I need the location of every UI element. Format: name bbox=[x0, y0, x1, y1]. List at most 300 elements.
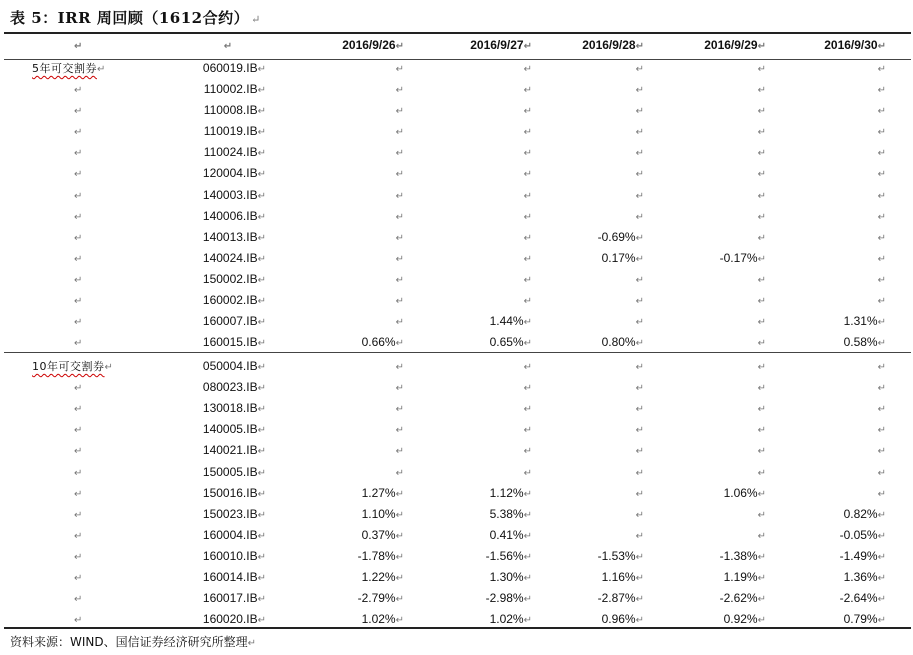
irr-value-cell bbox=[780, 100, 886, 121]
irr-value-cell bbox=[540, 504, 644, 525]
paragraph-mark-icon: ↵ bbox=[74, 211, 83, 223]
irr-value: 5.38% bbox=[489, 506, 524, 521]
paragraph-mark-icon: ↵ bbox=[257, 615, 266, 627]
bond-code: 110002.IB bbox=[203, 82, 258, 97]
irr-value-cell bbox=[780, 206, 886, 227]
paragraph-mark-icon: ↵ bbox=[877, 232, 886, 244]
irr-value-cell bbox=[540, 290, 644, 311]
paragraph-mark-icon: ↵ bbox=[635, 338, 644, 349]
paragraph-mark-icon: ↵ bbox=[757, 383, 766, 395]
irr-value-cell bbox=[660, 185, 766, 206]
irr-value-cell bbox=[540, 525, 644, 546]
table-row bbox=[0, 588, 913, 609]
irr-value: 1.06% bbox=[723, 485, 758, 500]
paragraph-mark-icon: ↵ bbox=[257, 338, 266, 349]
paragraph-mark-icon: ↵ bbox=[757, 148, 766, 160]
bond-code-cell bbox=[160, 609, 266, 630]
bond-code: 160002.IB bbox=[202, 292, 258, 307]
paragraph-mark-icon: ↵ bbox=[635, 488, 644, 500]
paragraph-mark-icon: ↵ bbox=[523, 64, 532, 75]
irr-value: 0.17% bbox=[601, 250, 636, 265]
bond-code: 150016.IB bbox=[202, 485, 258, 500]
bond-code: 160010.IB bbox=[202, 548, 258, 563]
irr-value-cell bbox=[780, 419, 886, 440]
irr-value-cell bbox=[296, 227, 404, 248]
paragraph-mark-icon: ↵ bbox=[877, 169, 886, 181]
group-cell bbox=[74, 398, 86, 419]
header-cell bbox=[660, 35, 766, 56]
table-row bbox=[0, 58, 913, 79]
irr-value-cell bbox=[660, 227, 766, 248]
table-row bbox=[0, 227, 913, 248]
paragraph-mark-icon: ↵ bbox=[523, 594, 532, 605]
irr-value: 1.22% bbox=[361, 569, 396, 584]
irr-value: -1.49% bbox=[839, 548, 878, 563]
paragraph-mark-icon: ↵ bbox=[395, 572, 404, 584]
irr-value-cell bbox=[660, 377, 766, 398]
bond-code: 050004.IB bbox=[202, 359, 258, 374]
paragraph-mark-icon: ↵ bbox=[257, 211, 266, 223]
paragraph-mark-icon: ↵ bbox=[877, 127, 886, 139]
irr-value-cell bbox=[296, 248, 404, 269]
paragraph-mark-icon: ↵ bbox=[395, 446, 404, 458]
group-cell bbox=[74, 163, 86, 184]
bond-code: 140013.IB bbox=[202, 229, 258, 244]
irr-value-cell bbox=[540, 185, 644, 206]
paragraph-mark-icon: ↵ bbox=[635, 362, 644, 374]
paragraph-mark-icon: ↵ bbox=[635, 295, 644, 307]
bond-code-cell bbox=[160, 79, 266, 100]
paragraph-mark-icon: ↵ bbox=[877, 317, 886, 328]
paragraph-mark-icon: ↵ bbox=[257, 169, 266, 181]
irr-value-cell bbox=[420, 79, 532, 100]
paragraph-mark-icon: ↵ bbox=[74, 425, 83, 437]
bond-code: 110008.IB bbox=[203, 103, 258, 118]
paragraph-mark-icon: ↵ bbox=[523, 232, 532, 244]
group-label-cell bbox=[32, 58, 132, 79]
irr-value: -0.69% bbox=[597, 229, 636, 244]
irr-value-cell bbox=[540, 163, 644, 184]
irr-value: 0.96% bbox=[601, 612, 636, 627]
irr-value-cell bbox=[780, 398, 886, 419]
paragraph-mark-icon: ↵ bbox=[757, 232, 766, 244]
irr-value: 0.58% bbox=[843, 335, 878, 349]
table-row bbox=[0, 290, 913, 311]
bond-code: 150002.IB bbox=[202, 271, 258, 286]
paragraph-mark-icon: ↵ bbox=[395, 274, 404, 286]
bond-code-cell bbox=[160, 269, 266, 290]
group-cell bbox=[74, 79, 86, 100]
paragraph-mark-icon: ↵ bbox=[757, 41, 766, 52]
irr-value-cell bbox=[420, 504, 532, 525]
bond-code-cell bbox=[160, 567, 266, 588]
irr-value: 0.80% bbox=[601, 335, 636, 349]
bond-code: 060019.IB bbox=[202, 61, 258, 75]
irr-value-cell bbox=[296, 206, 404, 227]
paragraph-mark-icon: ↵ bbox=[395, 317, 404, 328]
paragraph-mark-icon: ↵ bbox=[757, 467, 766, 479]
source-note bbox=[10, 633, 256, 650]
group-cell bbox=[74, 248, 86, 269]
irr-value-cell bbox=[296, 440, 404, 461]
paragraph-mark-icon: ↵ bbox=[877, 253, 886, 265]
paragraph-mark-icon: ↵ bbox=[74, 295, 83, 307]
paragraph-mark-icon: ↵ bbox=[877, 404, 886, 416]
table-row bbox=[0, 462, 913, 483]
paragraph-mark-icon: ↵ bbox=[395, 338, 404, 349]
irr-value-cell bbox=[420, 163, 532, 184]
irr-value-cell bbox=[296, 398, 404, 419]
paragraph-mark-icon: ↵ bbox=[635, 509, 644, 521]
irr-value-cell bbox=[540, 419, 644, 440]
paragraph-mark-icon: ↵ bbox=[877, 530, 886, 542]
paragraph-mark-icon: ↵ bbox=[257, 253, 266, 265]
irr-value-cell bbox=[540, 462, 644, 483]
paragraph-mark-icon: ↵ bbox=[523, 295, 532, 307]
table-row bbox=[0, 398, 913, 419]
bond-code: 160017.IB bbox=[202, 591, 258, 605]
paragraph-mark-icon: ↵ bbox=[757, 190, 766, 202]
paragraph-mark-icon: ↵ bbox=[523, 317, 532, 328]
paragraph-mark-icon: ↵ bbox=[877, 362, 886, 374]
bond-code: 120004.IB bbox=[202, 166, 258, 181]
group-cell bbox=[74, 440, 86, 461]
header-cell bbox=[420, 35, 532, 56]
paragraph-mark-icon: ↵ bbox=[223, 41, 233, 52]
group-cell bbox=[74, 567, 86, 588]
paragraph-mark-icon: ↵ bbox=[257, 362, 266, 374]
irr-value-cell bbox=[780, 248, 886, 269]
paragraph-mark-icon: ↵ bbox=[395, 253, 404, 265]
paragraph-mark-icon: ↵ bbox=[257, 295, 266, 307]
paragraph-mark-icon: ↵ bbox=[257, 594, 266, 605]
paragraph-mark-icon: ↵ bbox=[74, 232, 83, 244]
irr-value-cell bbox=[660, 504, 766, 525]
paragraph-mark-icon: ↵ bbox=[877, 467, 886, 479]
irr-value-cell bbox=[420, 398, 532, 419]
table-row bbox=[0, 79, 913, 100]
paragraph-mark-icon: ↵ bbox=[395, 404, 404, 416]
irr-value-cell bbox=[780, 588, 886, 609]
irr-value-cell bbox=[420, 377, 532, 398]
header-label: 2016/9/30 bbox=[824, 38, 878, 52]
bond-code: 140003.IB bbox=[202, 187, 258, 202]
paragraph-mark-icon: ↵ bbox=[257, 190, 266, 202]
paragraph-mark-icon: ↵ bbox=[395, 127, 404, 139]
table-row bbox=[0, 121, 913, 142]
paragraph-mark-icon: ↵ bbox=[635, 106, 644, 118]
irr-value-cell bbox=[420, 483, 532, 504]
irr-value-cell bbox=[660, 588, 766, 609]
irr-value-cell bbox=[296, 142, 404, 163]
irr-value-cell bbox=[420, 227, 532, 248]
bond-code-cell bbox=[160, 100, 266, 121]
irr-value-cell bbox=[540, 483, 644, 504]
paragraph-mark-icon: ↵ bbox=[635, 232, 644, 244]
paragraph-mark-icon: ↵ bbox=[635, 169, 644, 181]
irr-value-cell bbox=[296, 419, 404, 440]
bond-code-cell bbox=[160, 142, 266, 163]
paragraph-mark-icon: ↵ bbox=[257, 148, 266, 160]
irr-value-cell bbox=[660, 311, 766, 332]
table-row bbox=[0, 546, 913, 567]
irr-value: -1.78% bbox=[357, 548, 396, 563]
paragraph-mark-icon: ↵ bbox=[635, 615, 644, 627]
bond-code-cell bbox=[160, 483, 266, 504]
group-cell bbox=[74, 185, 86, 206]
irr-value-cell bbox=[780, 525, 886, 546]
group-cell bbox=[74, 483, 86, 504]
paragraph-mark-icon: ↵ bbox=[257, 446, 266, 458]
paragraph-mark-icon: ↵ bbox=[877, 211, 886, 223]
paragraph-mark-icon: ↵ bbox=[877, 274, 886, 286]
paragraph-mark-icon: ↵ bbox=[635, 572, 644, 584]
bond-code: 160004.IB bbox=[202, 527, 258, 542]
bond-code-cell bbox=[160, 419, 266, 440]
header-label: 2016/9/28 bbox=[582, 38, 636, 52]
paragraph-mark-icon: ↵ bbox=[523, 446, 532, 458]
paragraph-mark-icon: ↵ bbox=[877, 425, 886, 437]
paragraph-mark-icon: ↵ bbox=[74, 404, 83, 416]
table-row bbox=[0, 142, 913, 163]
paragraph-mark-icon: ↵ bbox=[74, 383, 83, 395]
paragraph-mark-icon: ↵ bbox=[757, 572, 766, 584]
paragraph-mark-icon: ↵ bbox=[257, 509, 266, 521]
bond-code-cell bbox=[160, 525, 266, 546]
paragraph-mark-icon: ↵ bbox=[257, 127, 266, 139]
paragraph-mark-icon: ↵ bbox=[257, 488, 266, 500]
header-cell bbox=[296, 35, 404, 56]
irr-value-cell bbox=[420, 185, 532, 206]
irr-value-cell bbox=[540, 58, 644, 79]
irr-value: 1.30% bbox=[489, 569, 524, 584]
irr-value-cell bbox=[660, 206, 766, 227]
irr-value-cell bbox=[420, 567, 532, 588]
paragraph-mark-icon: ↵ bbox=[635, 41, 644, 52]
bond-code-cell bbox=[160, 462, 266, 483]
paragraph-mark-icon: ↵ bbox=[74, 594, 83, 605]
bond-code: 110024.IB bbox=[203, 145, 258, 160]
paragraph-mark-icon: ↵ bbox=[395, 425, 404, 437]
group-cell bbox=[74, 290, 86, 311]
paragraph-mark-icon: ↵ bbox=[257, 572, 266, 584]
bond-code-cell bbox=[160, 121, 266, 142]
paragraph-mark-icon: ↵ bbox=[395, 232, 404, 244]
irr-value-cell bbox=[296, 609, 404, 630]
irr-value-cell bbox=[660, 58, 766, 79]
table-row bbox=[0, 163, 913, 184]
table-row bbox=[0, 419, 913, 440]
irr-value: 0.92% bbox=[723, 612, 758, 627]
irr-value-cell bbox=[296, 377, 404, 398]
paragraph-mark-icon: ↵ bbox=[74, 85, 83, 97]
bond-code: 160007.IB bbox=[202, 314, 258, 328]
table-row bbox=[0, 440, 913, 461]
group-cell bbox=[74, 546, 86, 567]
irr-value-cell bbox=[420, 206, 532, 227]
paragraph-mark-icon: ↵ bbox=[523, 425, 532, 437]
irr-value-cell bbox=[780, 227, 886, 248]
paragraph-mark-icon: ↵ bbox=[74, 106, 83, 118]
irr-value: -1.53% bbox=[597, 548, 636, 563]
irr-value: 1.10% bbox=[361, 506, 396, 521]
paragraph-mark-icon: ↵ bbox=[395, 383, 404, 395]
irr-value-cell bbox=[780, 269, 886, 290]
table-row bbox=[0, 567, 913, 588]
irr-value-cell bbox=[660, 163, 766, 184]
irr-value-cell bbox=[660, 440, 766, 461]
paragraph-mark-icon: ↵ bbox=[877, 41, 886, 52]
irr-value-cell bbox=[296, 332, 404, 353]
bond-code: 140006.IB bbox=[202, 208, 258, 223]
irr-value: 1.02% bbox=[361, 612, 396, 627]
irr-value: -2.79% bbox=[357, 591, 396, 605]
paragraph-mark-icon: ↵ bbox=[635, 64, 644, 75]
bond-code: 160015.IB bbox=[202, 335, 258, 349]
paragraph-mark-icon: ↵ bbox=[523, 211, 532, 223]
irr-value-cell bbox=[420, 100, 532, 121]
paragraph-mark-icon: ↵ bbox=[757, 85, 766, 97]
paragraph-mark-icon: ↵ bbox=[395, 41, 404, 52]
paragraph-mark-icon: ↵ bbox=[74, 253, 83, 265]
paragraph-mark-icon: ↵ bbox=[395, 362, 404, 374]
paragraph-mark-icon: ↵ bbox=[395, 190, 404, 202]
paragraph-mark-icon: ↵ bbox=[523, 509, 532, 521]
irr-value: -1.56% bbox=[485, 548, 524, 563]
paragraph-mark-icon: ↵ bbox=[757, 211, 766, 223]
paragraph-mark-icon: ↵ bbox=[74, 446, 83, 458]
irr-value-cell bbox=[780, 311, 886, 332]
paragraph-mark-icon: ↵ bbox=[757, 446, 766, 458]
irr-value: 0.82% bbox=[843, 506, 878, 521]
paragraph-mark-icon: ↵ bbox=[523, 41, 532, 52]
table-row bbox=[0, 185, 913, 206]
irr-value-cell bbox=[780, 462, 886, 483]
group-label: 10年可交割券 bbox=[32, 360, 105, 374]
paragraph-mark-icon: ↵ bbox=[523, 383, 532, 395]
irr-value: 1.27% bbox=[361, 485, 396, 500]
group-cell bbox=[74, 525, 86, 546]
paragraph-mark-icon: ↵ bbox=[757, 295, 766, 307]
paragraph-mark-icon: ↵ bbox=[757, 253, 766, 265]
paragraph-mark-icon: ↵ bbox=[877, 594, 886, 605]
irr-value-cell bbox=[540, 269, 644, 290]
irr-value-cell bbox=[296, 100, 404, 121]
irr-value: 0.37% bbox=[361, 527, 396, 542]
irr-value-cell bbox=[296, 504, 404, 525]
paragraph-mark-icon: ↵ bbox=[523, 615, 532, 627]
irr-value-cell bbox=[420, 58, 532, 79]
irr-value-cell bbox=[296, 163, 404, 184]
table-row bbox=[0, 100, 913, 121]
paragraph-mark-icon: ↵ bbox=[757, 425, 766, 437]
paragraph-mark-icon: ↵ bbox=[395, 169, 404, 181]
irr-value: 0.65% bbox=[489, 335, 524, 349]
irr-value-cell bbox=[540, 311, 644, 332]
bond-code-cell bbox=[160, 58, 266, 79]
paragraph-mark-icon: ↵ bbox=[523, 127, 532, 139]
paragraph-mark-icon: ↵ bbox=[257, 467, 266, 479]
irr-value-cell bbox=[780, 58, 886, 79]
paragraph-mark-icon: ↵ bbox=[757, 615, 766, 627]
irr-value-cell bbox=[660, 269, 766, 290]
paragraph-mark-icon: ↵ bbox=[523, 530, 532, 542]
paragraph-mark-icon: ↵ bbox=[877, 148, 886, 160]
paragraph-mark-icon: ↵ bbox=[74, 338, 83, 349]
paragraph-mark-icon: ↵ bbox=[523, 338, 532, 349]
group-cell bbox=[74, 462, 86, 483]
irr-value-cell bbox=[420, 419, 532, 440]
irr-value-cell bbox=[660, 356, 766, 377]
irr-value-cell bbox=[780, 567, 886, 588]
irr-value: 0.79% bbox=[843, 612, 878, 627]
paragraph-mark-icon: ↵ bbox=[757, 274, 766, 286]
paragraph-mark-icon: ↵ bbox=[635, 274, 644, 286]
group-cell bbox=[74, 504, 86, 525]
header-cell bbox=[780, 35, 886, 56]
paragraph-mark-icon: ↵ bbox=[257, 106, 266, 118]
paragraph-mark-icon: ↵ bbox=[257, 317, 266, 328]
irr-value-cell bbox=[296, 546, 404, 567]
paragraph-mark-icon: ↵ bbox=[257, 404, 266, 416]
bond-code-cell bbox=[160, 311, 266, 332]
paragraph-mark-icon: ↵ bbox=[523, 488, 532, 500]
bond-code-cell bbox=[160, 290, 266, 311]
paragraph-mark-icon: ↵ bbox=[523, 106, 532, 118]
paragraph-mark-icon: ↵ bbox=[877, 509, 886, 521]
paragraph-mark-icon: ↵ bbox=[877, 551, 886, 563]
paragraph-mark-icon: ↵ bbox=[757, 594, 766, 605]
irr-value-cell bbox=[780, 185, 886, 206]
irr-value-cell bbox=[420, 546, 532, 567]
irr-value-cell bbox=[660, 121, 766, 142]
paragraph-mark-icon: ↵ bbox=[257, 425, 266, 437]
irr-value-cell bbox=[296, 483, 404, 504]
paragraph-mark-icon: ↵ bbox=[74, 190, 83, 202]
paragraph-mark-icon: ↵ bbox=[257, 383, 266, 395]
irr-value: 1.16% bbox=[601, 569, 636, 584]
paragraph-mark-icon: ↵ bbox=[523, 169, 532, 181]
irr-value-cell bbox=[540, 440, 644, 461]
irr-value-cell bbox=[296, 588, 404, 609]
paragraph-mark-icon: ↵ bbox=[395, 594, 404, 605]
group-cell bbox=[74, 588, 86, 609]
paragraph-mark-icon: ↵ bbox=[635, 551, 644, 563]
paragraph-mark-icon: ↵ bbox=[523, 467, 532, 479]
paragraph-mark-icon: ↵ bbox=[877, 106, 886, 118]
paragraph-mark-icon: ↵ bbox=[523, 85, 532, 97]
bond-code: 110019.IB bbox=[203, 124, 258, 139]
paragraph-mark-icon: ↵ bbox=[395, 295, 404, 307]
paragraph-mark-icon: ↵ bbox=[757, 317, 766, 328]
paragraph-mark-icon: ↵ bbox=[104, 362, 114, 374]
paragraph-mark-icon: ↵ bbox=[757, 169, 766, 181]
irr-value-cell bbox=[296, 290, 404, 311]
bond-code-cell bbox=[160, 440, 266, 461]
paragraph-mark-icon: ↵ bbox=[635, 253, 644, 265]
paragraph-mark-icon: ↵ bbox=[395, 509, 404, 521]
irr-value-cell bbox=[540, 332, 644, 353]
table-row bbox=[0, 377, 913, 398]
paragraph-mark-icon: ↵ bbox=[74, 169, 83, 181]
irr-value-cell bbox=[296, 79, 404, 100]
paragraph-mark-icon: ↵ bbox=[523, 148, 532, 160]
irr-value-cell bbox=[540, 248, 644, 269]
irr-value-cell bbox=[420, 142, 532, 163]
paragraph-mark-icon: ↵ bbox=[635, 148, 644, 160]
irr-value-cell bbox=[540, 609, 644, 630]
bond-code-cell bbox=[160, 377, 266, 398]
